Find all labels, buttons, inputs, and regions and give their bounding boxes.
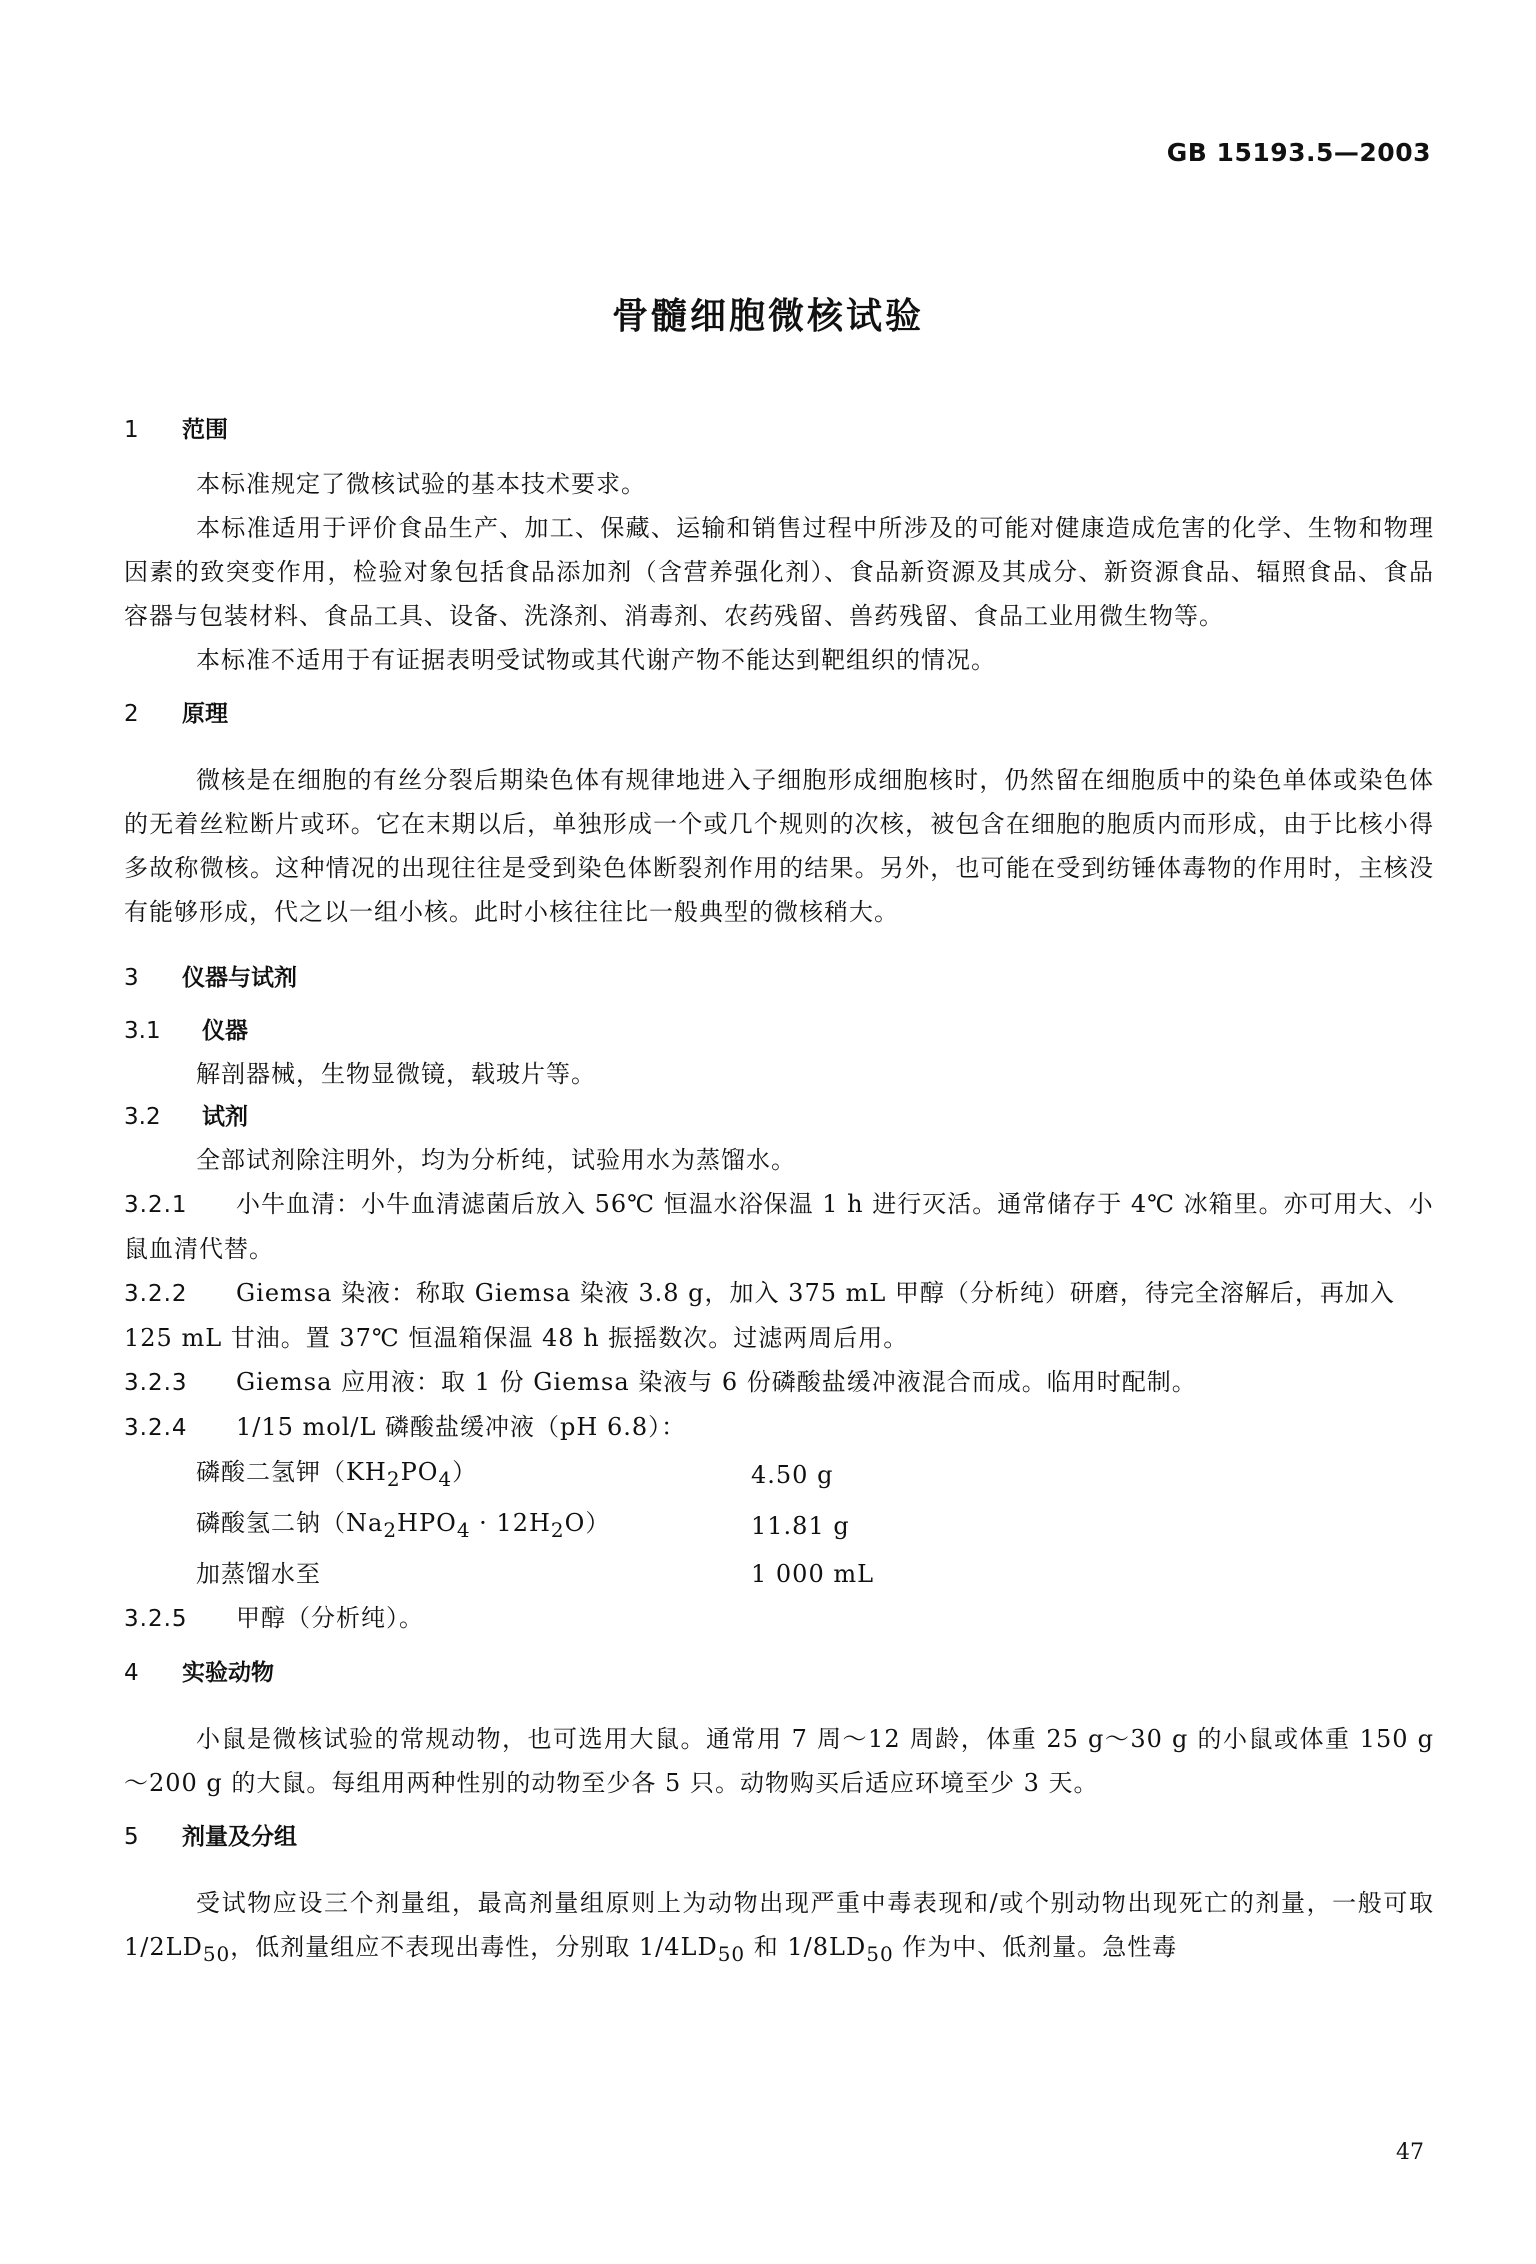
reagent-quantity: 1 000 mL xyxy=(751,1559,875,1588)
paragraph: 全部试剂除注明外，均为分析纯，试验用水为蒸馏水。 xyxy=(196,1146,796,1174)
reagent-name: 磷酸二氢钾$(KH_2PO_4)$ xyxy=(196,1458,478,1491)
clause-3-2-5: 3.2.5 甲醇（分析纯）。 xyxy=(124,1603,424,1632)
clause-3-2-3: 3.2.3 Giemsa 应用液：取 1 份 Giemsa 染液与 6 份磷酸盐缓冲液混合而成。临用时配制。 xyxy=(124,1368,1197,1396)
paragraph: 解剖器械，生物显微镜，载玻片等。 xyxy=(196,1060,596,1088)
page-title: 骨髓细胞微核试验 xyxy=(611,296,924,337)
section-heading-3: 3 仪器与试剂 xyxy=(124,965,297,991)
section-heading-4: 4 实验动物 xyxy=(124,1659,274,1686)
paragraph: 微核是在细胞的有丝分裂后期染色体有规律地进入子细胞形成细胞核时，仍然留在细胞质中的染色单体或染色体的无着丝粒断片或环。它在末期以后，单独形成一个或几个规则的次核，被包含在细胞的胞质内而形成，由于比核小得多故称微核。这种情况的出现往往是受到染色体断裂剂作用的结果。另外，也可能在受到纺锤体毒物的作用时，主核没有能够形成，代之以一组小核。此时小核往往比一般典型的微核稍大。 xyxy=(124,766,1434,926)
page-number: 47 xyxy=(1396,2140,1424,2165)
section-heading-2: 2 原理 xyxy=(124,701,228,727)
table-row xyxy=(196,1450,874,1501)
reagent-name: 加蒸馏水至 xyxy=(196,1559,321,1588)
paragraph: 受试物应设三个剂量组，最高剂量组原则上为动物出现严重中毒表现和/或个别动物出现死亡的剂量，一般可取 $1/2LD_{50}$，低剂量组应不表现出毒性，分别取 $1/4LD_{50}$ 和 $1/8LD_{50}$ 作为中、低剂量。急性毒 xyxy=(124,1888,1434,1966)
reagent-quantity: 11.81 g xyxy=(751,1512,850,1541)
subsection-heading-3-2: 3.2 试剂 xyxy=(124,1104,248,1130)
paragraph: 本标准不适用于有证据表明受试物或其代谢产物不能达到靶组织的情况。 xyxy=(196,646,996,674)
subsection-heading-3-1: 3.1 仪器 xyxy=(124,1018,248,1044)
paragraph: 本标准适用于评价食品生产、加工、保藏、运输和销售过程中所涉及的可能对健康造成危害的化学、生物和物理因素的致突变作用，检验对象包括食品添加剂（含营养强化剂）、食品新资源及其成分、新资源食品、辐照食品、食品容器与包装材料、食品工具、设备、洗涤剂、消毒剂、农药残留、兽药残留、食品工业用微生物等。 xyxy=(124,514,1434,630)
reagent-name: 磷酸氢二钠$(Na_2HPO_4 \cdot 12H_2O)$ xyxy=(196,1508,611,1542)
buffer-recipe-table xyxy=(196,1450,874,1596)
standard-code: GB 15193.5—2003 xyxy=(1166,138,1431,167)
clause-3-2-4: 3.2.4 1/15 mol/L 磷酸盐缓冲液（pH 6.8）： xyxy=(124,1413,687,1441)
table-row xyxy=(196,1501,874,1552)
paragraph: 本标准规定了微核试验的基本技术要求。 xyxy=(196,470,646,498)
section-heading-1: 1 范围 xyxy=(124,417,228,443)
section-heading-5: 5 剂量及分组 xyxy=(124,1823,297,1850)
clause-3-2-1: 3.2.1 小牛血清：小牛血清滤菌后放入 56℃ 恒温水浴保温 1 h 进行灭活。通常储存于 4℃ 冰箱里。亦可用大、小鼠血清代替。 xyxy=(124,1190,1434,1263)
paragraph: 小鼠是微核试验的常规动物，也可选用大鼠。通常用 7 周～12 周龄，体重 25 g～30 g 的小鼠或体重 150 g～200 g 的大鼠。每组用两种性别的动物至少各 5 只。动物购买后适应环境至少 3 天。 xyxy=(124,1724,1434,1797)
table-row xyxy=(196,1552,874,1596)
document-body xyxy=(124,410,1434,1975)
reagent-quantity: 4.50 g xyxy=(751,1461,834,1490)
clause-3-2-2: 3.2.2 Giemsa 染液：称取 Giemsa 染液 3.8 g，加入 375 mL 甲醇（分析纯）研磨，待完全溶解后，再加入 125 mL 甘油。置 37℃ 恒温箱保温 48 h 振摇数次。过滤两周后用。 xyxy=(124,1279,1395,1352)
